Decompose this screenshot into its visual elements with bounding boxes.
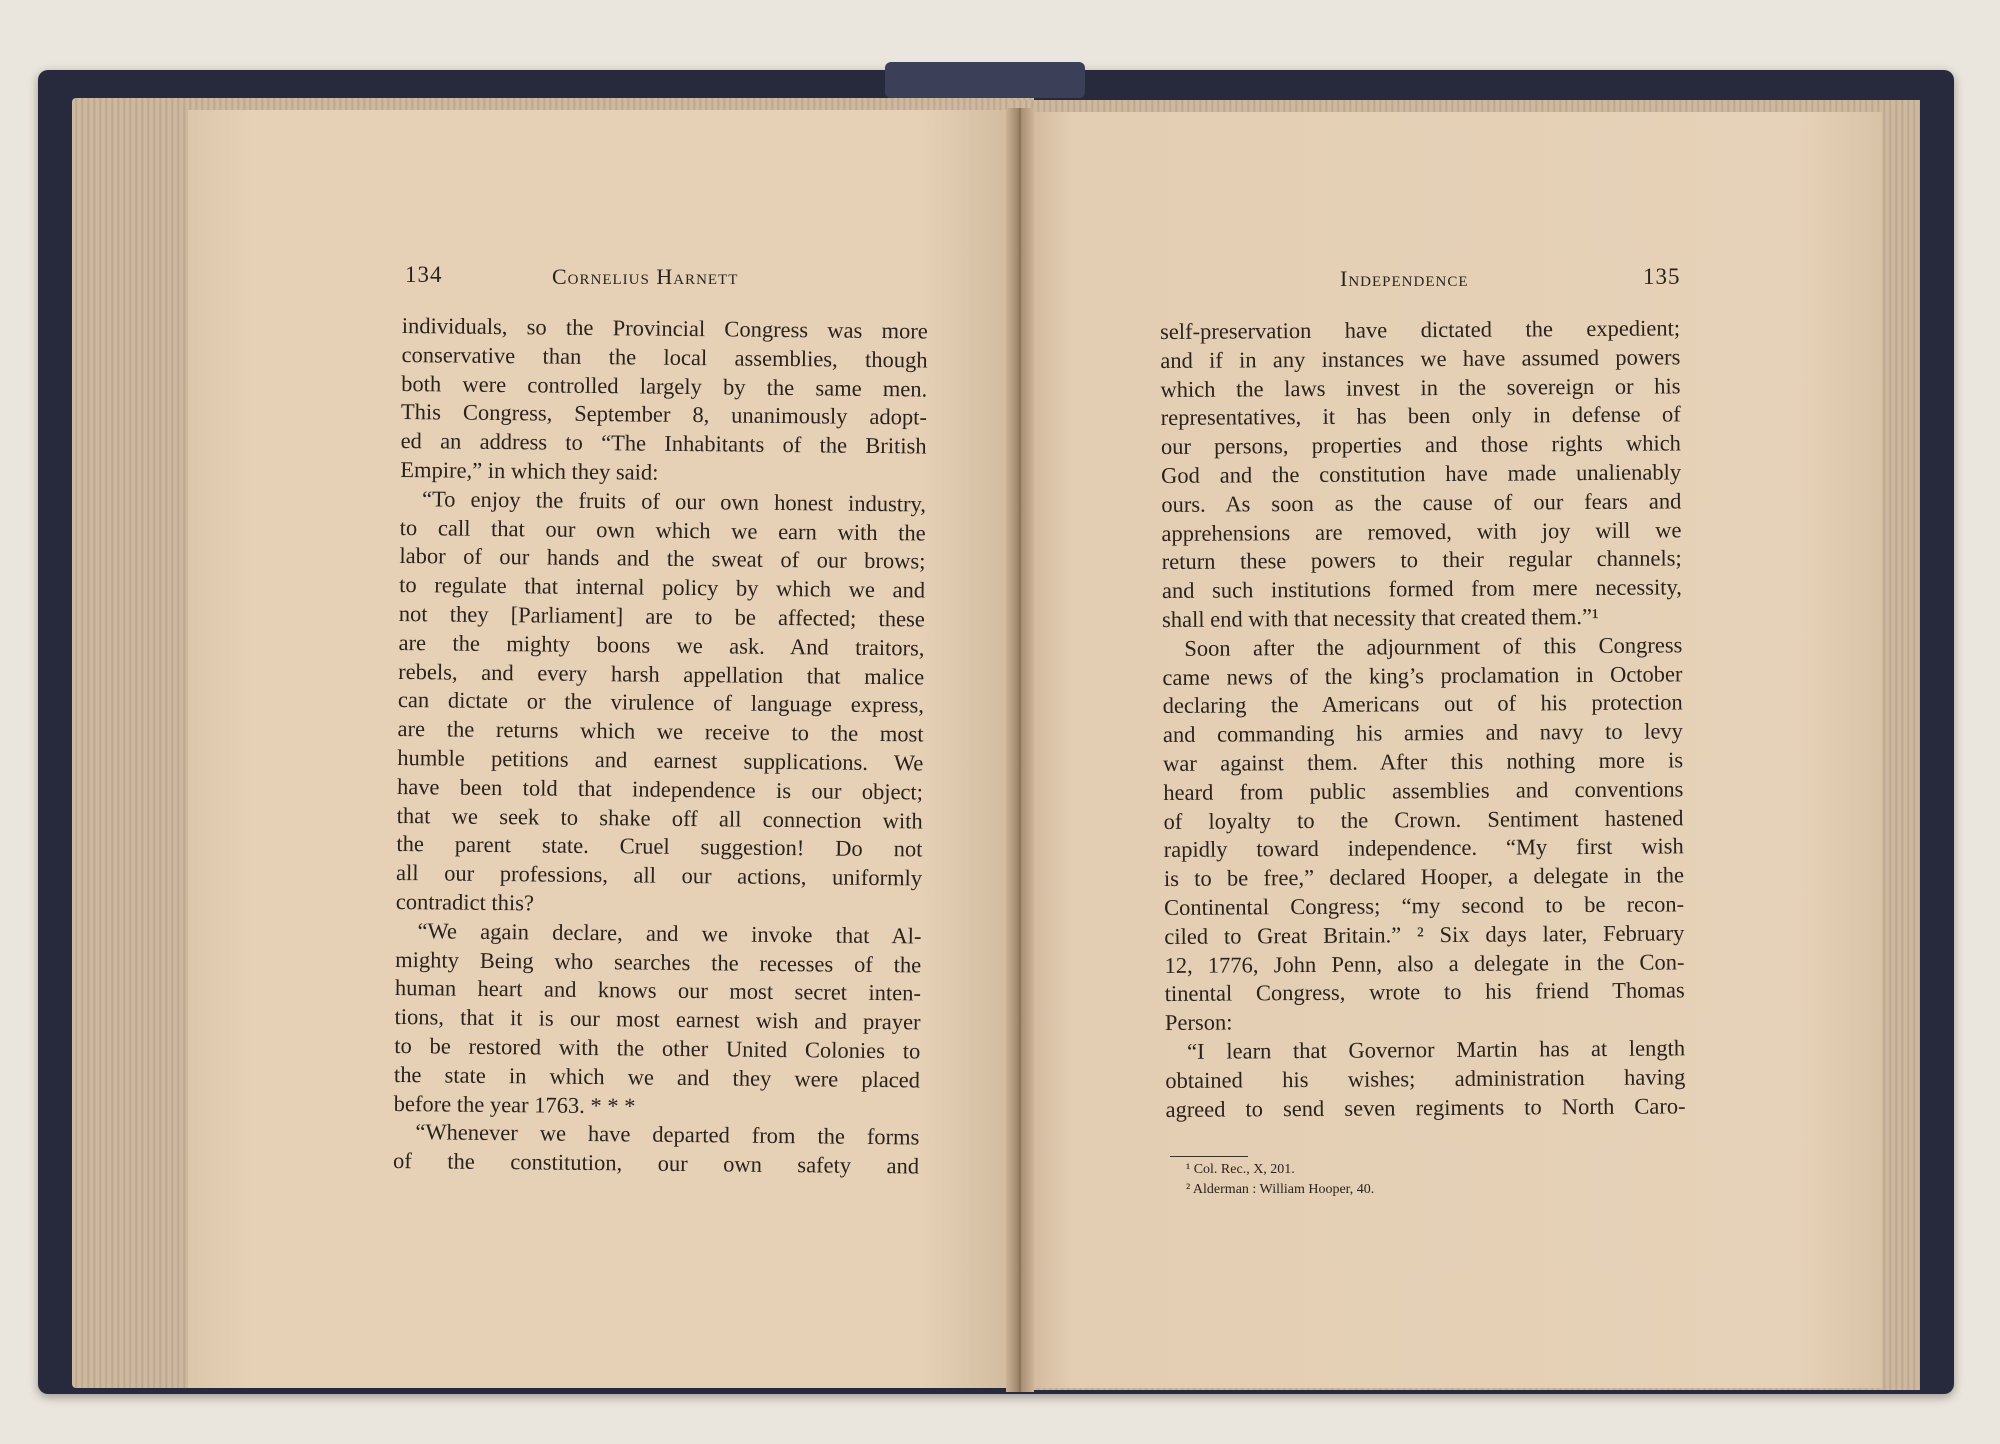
- text-line: tinental Congress, wrote to his friend Thomas: [1164, 977, 1685, 1007]
- text-line: which the laws invest in the sovereign or his: [1160, 372, 1681, 402]
- text-line: both were controlled largely by the same men.: [401, 370, 928, 402]
- text-line: came news of the king’s proclamation in October: [1162, 660, 1683, 690]
- text-line: ours. As soon as the cause of our fears and: [1161, 488, 1682, 517]
- footnotes: [1186, 1160, 1374, 1200]
- text-line: before the year 1763. * * *: [393, 1090, 636, 1119]
- left-page-number: 134: [405, 262, 443, 287]
- text-line: can dictate or the virulence of language express,: [397, 687, 925, 718]
- right-page-text: [1160, 314, 1686, 1124]
- book-headband: [885, 62, 1085, 98]
- text-line: tions, that it is our most earnest wish and prayer: [394, 1004, 921, 1035]
- text-line: “Whenever we have departed from the forms: [415, 1119, 920, 1150]
- left-running-head: Cornelius Harnett: [552, 264, 739, 289]
- text-line: not they [Parliament] are to be affected; these: [398, 600, 925, 632]
- text-line: self-preservation have dictated the expedient;: [1160, 315, 1681, 344]
- text-line: of loyalty to the Crown. Sentiment hastened: [1163, 804, 1684, 834]
- footnote-rule: [1170, 1156, 1248, 1157]
- text-line: of the constitution, our own safety and: [392, 1148, 920, 1179]
- footnote-2: ² Alderman : William Hooper, 40.: [1186, 1182, 1375, 1197]
- text-line: human heart and knows our most secret inten-: [394, 975, 922, 1006]
- text-line: to be restored with the other United Colonies to: [394, 1032, 921, 1064]
- text-line: “We again declare, and we invoke that Al-: [417, 917, 922, 949]
- text-line: and if in any instances we have assumed powers: [1160, 344, 1681, 373]
- text-line: Soon after the adjournment of this Congress: [1184, 632, 1683, 661]
- text-line: Person:: [1164, 1009, 1233, 1036]
- text-line: the parent state. Cruel suggestion! Do not: [396, 831, 923, 862]
- text-line: and commanding his armies and navy to levy: [1162, 718, 1683, 748]
- text-line: to call that our own which we earn with the: [399, 514, 926, 546]
- text-line: war against them. After this nothing more is: [1163, 747, 1684, 776]
- text-line: ciled to Great Britain.” ² Six days later, February: [1164, 920, 1685, 949]
- text-line: are the returns which we receive to the most: [397, 716, 924, 747]
- text-line: “To enjoy the fruits of our own honest industry,: [421, 486, 927, 517]
- text-line: heard from public assemblies and conventions: [1163, 776, 1684, 805]
- text-line: rapidly toward independence. “My first wish: [1163, 833, 1684, 863]
- text-line: our persons, properties and those rights which: [1160, 430, 1681, 460]
- text-line: individuals, so the Provincial Congress was more: [401, 312, 928, 344]
- text-line: Continental Congress; “my second to be recon-: [1164, 891, 1685, 920]
- text-line: apprehensions are removed, with joy will we: [1161, 516, 1682, 546]
- right-page-number: 135: [1643, 264, 1681, 289]
- text-line: shall end with that necessity that created them.”¹: [1162, 603, 1599, 632]
- text-line: declaring the Americans out of his protection: [1162, 689, 1683, 719]
- text-line: return these powers to their regular channels;: [1161, 545, 1682, 575]
- text-line: contradict this?: [395, 888, 535, 916]
- text-line: labor of our hands and the sweat of our brows;: [399, 543, 926, 574]
- text-line: representatives, it has been only in defense of: [1160, 401, 1681, 431]
- text-line: Empire,” in which they said:: [400, 456, 659, 485]
- text-line: conservative than the local assemblies, though: [401, 341, 928, 373]
- text-line: and such institutions formed from mere necessity,: [1161, 574, 1682, 604]
- text-line: 12, 1776, John Penn, also a delegate in the Con-: [1164, 948, 1685, 978]
- text-line: have been told that independence is our object;: [396, 773, 924, 805]
- book-gutter: [1006, 108, 1034, 1392]
- text-line: “I learn that Governor Martin has at length: [1187, 1035, 1686, 1064]
- text-line: God and the constitution have made unalienably: [1161, 459, 1682, 488]
- text-line: mighty Being who searches the recesses of the: [395, 946, 922, 978]
- right-running-head: Independence: [1340, 266, 1469, 291]
- text-line: the state in which we and they were placed: [393, 1061, 921, 1093]
- text-line: obtained his wishes; administration having: [1165, 1064, 1686, 1093]
- text-line: This Congress, September 8, unanimously adopt-: [400, 399, 928, 430]
- text-line: ed an address to “The Inhabitants of the British: [400, 428, 927, 459]
- text-line: are the mighty boons we ask. And traitors,: [398, 629, 925, 661]
- text-line: to regulate that internal policy by which we and: [399, 572, 926, 603]
- text-line: rebels, and every harsh appellation that malice: [398, 658, 925, 690]
- text-line: agreed to send seven regiments to North Caro-: [1165, 1092, 1686, 1122]
- text-line: that we seek to shake off all connection with: [396, 802, 923, 834]
- text-line: humble petitions and earnest supplications. We: [397, 744, 924, 776]
- text-line: is to be free,” declared Hooper, a delegate in the: [1163, 862, 1684, 892]
- text-line: all our professions, all our actions, uniformly: [395, 860, 923, 891]
- footnote-1: ¹ Col. Rec., X, 201.: [1186, 1162, 1295, 1177]
- left-page-text: [393, 312, 928, 1181]
